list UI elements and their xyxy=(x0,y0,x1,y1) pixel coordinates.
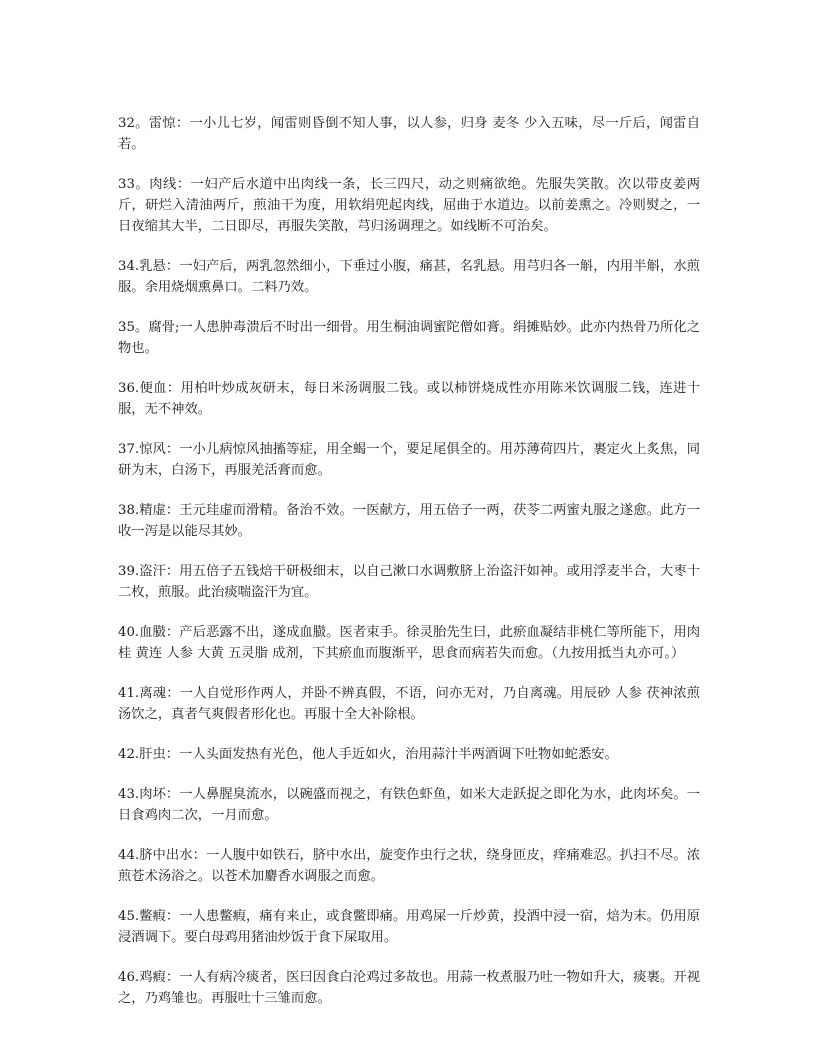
remedy-entry-46: 46.鸡瘕：一人有病冷痰者，医曰因食白沦鸡过多故也。用蒜一枚煮服乃吐一物如升大，痰裹。开视之，乃鸡雏也。再服吐十三雏而愈。 xyxy=(118,970,700,1006)
remedy-entry-39: 39.盗汗：用五倍子五钱焙干研极细末，以自己漱口水调敷脐上治盗汗如神。或用浮麦半合，大枣十二枚，煎服。此治痰喘盗汗为宜。 xyxy=(118,564,700,600)
remedy-entry-45: 45.鳖瘕：一人患鳖瘕，痛有来止，或食鳖即痛。用鸡屎一斤炒黄，投酒中浸一宿，焙为末。仍用原浸酒调下。要白母鸡用猪油炒饭于食下屎取用。 xyxy=(118,909,700,945)
remedy-entry-36: 36.便血：用柏叶炒成灰研末，每日米汤调服二钱。或以柿饼烧成性亦用陈米饮调服二钱，连进十服，无不神效。 xyxy=(118,381,700,417)
remedy-entry-35: 35。腐骨;一人患肿毒溃后不时出一细骨。用生桐油调蜜陀僧如膏。绢摊贴妙。此亦内热骨乃所化之物也。 xyxy=(118,320,700,356)
document-body xyxy=(118,113,700,1028)
remedy-entry-43: 43.肉坏：一人鼻腥臭流水，以碗盛而视之，有铁色虾鱼，如米大走跃捉之即化为水，此肉坏矣。一日食鸡肉二次，一月而愈。 xyxy=(118,787,700,823)
remedy-entry-41: 41.离魂：一人自觉形作两人，并卧不辨真假，不语，问亦无对，乃自离魂。用辰砂 人参 茯神浓煎汤饮之，真者气爽假者形化也。再服十全大补除根。 xyxy=(118,686,700,722)
remedy-entry-42: 42.肝虫：一人头面发热有光色，他人手近如火，治用蒜汁半两酒调下吐物如蛇悉安。 xyxy=(118,747,618,762)
remedy-entry-32: 32。雷惊：一小儿七岁，闻雷则昏倒不知人事，以人参，归身 麦冬 少入五味，尽一斤后，闻雷自若。 xyxy=(118,116,700,152)
remedy-entry-44: 44.脐中出水：一人腹中如铁石，脐中水出，旋变作虫行之状，绕身匝皮，痒痛难忍。扒扫不尽。浓煎苍术汤浴之。以苍术加麝香水调服之而愈。 xyxy=(118,848,700,884)
remedy-entry-37: 37.惊风：一小儿病惊风抽搐等症，用全蝎一个，要足尾俱全的。用苏薄荷四片，裹定火上炙焦，同研为末，白汤下，再服羌活膏而愈。 xyxy=(118,442,700,478)
remedy-entry-38: 38.精虚：王元珪虚而滑精。备治不效。一医献方，用五倍子一两，茯苓二两蜜丸服之遂愈。此方一收一泻是以能尽其妙。 xyxy=(118,503,700,539)
remedy-entry-40: 40.血臌：产后恶露不出，遂成血臌。医者束手。徐灵胎先生曰，此瘀血凝结非桃仁等所能下，用肉桂 黄连 人参 大黄 五灵脂 成剂，下其瘀血而腹渐平，思食而病若失而愈。（九按用抵当丸亦可。） xyxy=(118,625,700,661)
remedy-entry-34: 34.乳悬：一妇产后，两乳忽然细小，下垂过小腹，痛甚，名乳悬。用芎归各一斛，内用半斛，水煎服。余用烧烟熏鼻口。二料乃效。 xyxy=(118,259,700,295)
remedy-entry-33: 33。肉线：一妇产后水道中出肉线一条，长三四尺，动之则痛欲绝。先服失笑散。次以带皮姜两斤，研烂入清油两斤，煎油干为度，用软绢兜起肉线，屈曲于水道边。以前姜熏之。冷则熨之，一日夜缩其大半，二日即尽，再服失笑散，芎归汤调理之。如线断不可治矣。 xyxy=(118,177,700,234)
